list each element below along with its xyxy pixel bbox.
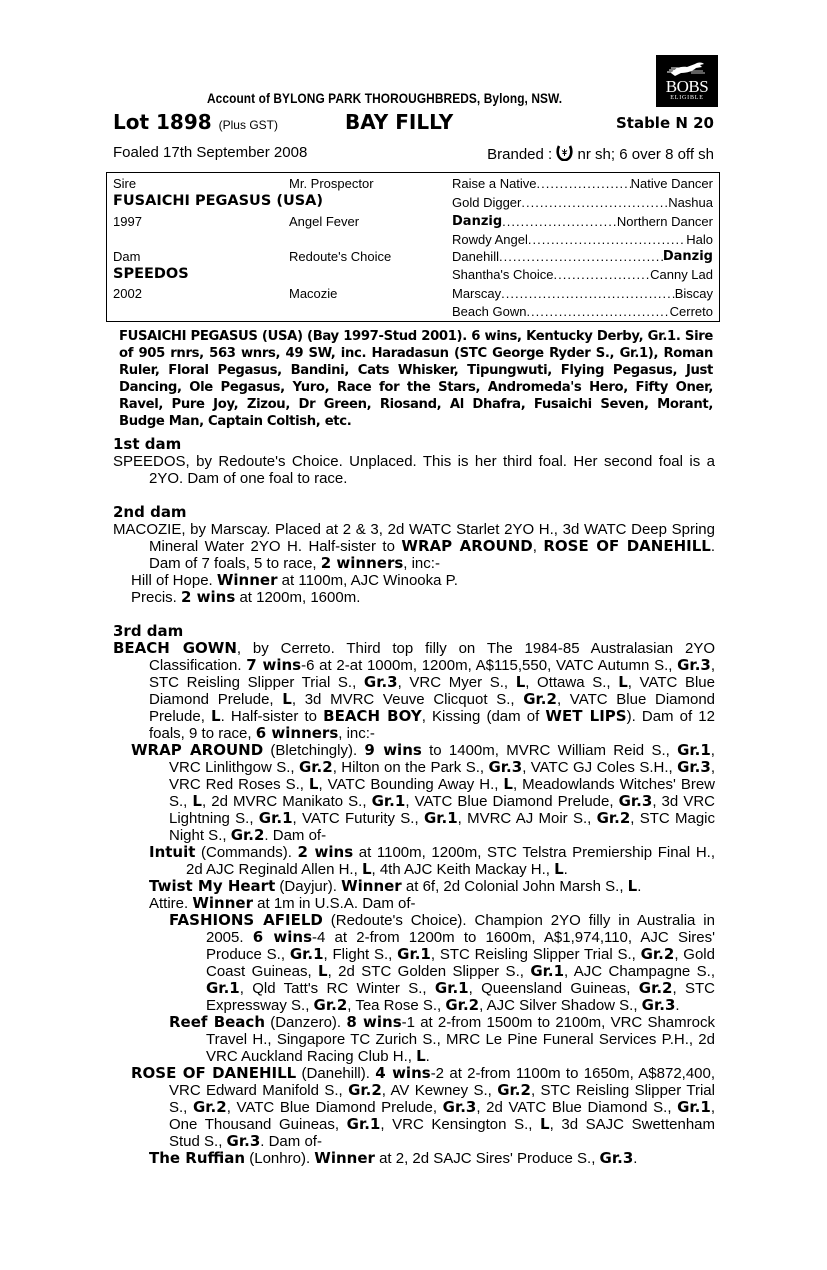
ancestor-right: Halo (686, 232, 713, 247)
sire-summary: FUSAICHI PEGASUS (USA) (Bay 1997-Stud 2001). 6 wins, Kentucky Derby, Gr.1. Sire of 905 rnrs, 563 wnrs, 49 SW, inc. Haradasun (STC George Ryder S., Gr.1), Roman Ruler, Floral Pegasus, Bandini, Cats Whisker, Tipungwuti, Flying Pegasus, Just Dancing, Ole Pegasus, Yuro, Race for the Stars, Andromeda's Hero, Fifty Oner, Ravel, Pure Joy, Zizou, Dr Green, Riosand, Al Dhafra, Fusaichi Seven, Morant, Budge Man, Captain Coltish, etc. (119, 329, 713, 429)
vendor-account: Account of BYLONG PARK THOROUGHBREDS, Bylong, NSW. (207, 90, 563, 106)
first-dam-heading: 1st dam (113, 435, 182, 453)
progeny-entry-the-ruffian: The Ruffian (Lonhro). Winner at 2, 2d SAJC Sires' Produce S., Gr.3. (149, 1149, 638, 1167)
grandparent-row (452, 248, 713, 265)
ancestor-left: Raise a Native (452, 176, 537, 191)
ancestor-right: Canny Lad (650, 267, 713, 282)
progeny-entry-reef-beach: Reef Beach (Danzero). 8 wins-1 at 2-from 1500m to 2100m, VRC Shamrock Travel H., Singapore TC Zurich S., MRC Le Pine Funeral Services P.H., 2d VRC Auckland Racing Club H., L. (169, 1013, 715, 1065)
second-dam-heading: 2nd dam (113, 503, 187, 521)
grandparent-row (452, 194, 713, 211)
horse-description: BAY FILLY (345, 110, 454, 134)
pedigree-table (106, 172, 720, 322)
sire-sire: Mr. Prospector (289, 176, 374, 191)
progeny-entry-intuit: Intuit (Commands). 2 wins at 1100m, 1200m, STC Telstra Premiership Final H., 2d AJC Reginald Allen H., L, 4th AJC Keith Mackay H., L. (149, 843, 716, 878)
running-horse-icon (665, 59, 709, 79)
logo-title: BOBS (665, 77, 709, 96)
bobs-eligible-logo (656, 55, 718, 107)
grandparent-row (452, 303, 713, 320)
third-dam-section (113, 623, 715, 1167)
foaled-date: Foaled 17th September 2008 (113, 144, 308, 161)
branded-text: nr sh; 6 over 8 off sh (577, 146, 714, 163)
sire-year: 1997 (113, 214, 142, 229)
progeny-entry-attire: Attire. Winner at 1m in U.S.A. Dam of- (149, 894, 416, 912)
ancestor-left: Rowdy Angel (452, 232, 528, 247)
lot-label: Lot 1898 (113, 110, 212, 134)
progeny-entry-wrap-around: WRAP AROUND (Bletchingly). 9 wins to 1400m, MVRC William Reid S., Gr.1, VRC Linlithgow S., Gr.2, Hilton on the Park S., Gr.3, VATC GJ Coles S.H., Gr.3, VRC Red Roses S., L, VATC Bounding Away H., L, Meadowlands Witches' Brew S., L, 2d MVRC Manikato S., Gr.1, VATC Blue Diamond Prelude, Gr.3, 3d VRC Lightning S., Gr.1, VATC Futurity S., Gr.1, MVRC AJ Moir S., Gr.2, STC Magic Night S., Gr.2. Dam of- (131, 741, 716, 844)
sire-label: Sire (113, 176, 137, 191)
dam-dam: Macozie (289, 286, 338, 301)
stable-location: Stable N 20 (615, 114, 714, 132)
second-dam-text: MACOZIE, by Marscay. Placed at 2 & 3, 2d WATC Starlet 2YO H., 3d WATC Deep Spring Mineral Water 2YO H. Half-sister to WRAP AROUND, ROSE OF DANEHILL. Dam of 7 foals, 5 to race, 2 winners, inc:- (113, 521, 715, 572)
dam-label: Dam (113, 249, 141, 264)
dam-sire: Redoute's Choice (289, 249, 392, 264)
ancestor-right: Northern Dancer (616, 214, 713, 229)
third-dam-text: BEACH GOWN, by Cerreto. Third top filly on The 1984-85 Australasian 2YO Classification. 7 wins-6 at 2-at 1000m, 1200m, A$115,550, VATC Autumn S., Gr.3, STC Reisling Slipper Trial S., Gr.3, VRC Myer S., L, Ottawa S., L, VATC Blue Diamond Prelude, L, 3d MVRC Veuve Clicquot S., Gr.2, VATC Blue Diamond Prelude, L. Half-sister to BEACH BOY, Kissing (dam of WET LIPS). Dam of 12 foals, 9 to race, 6 winners, inc:- (113, 639, 716, 742)
horseshoe-brand-icon (556, 144, 573, 161)
lot-number (113, 110, 278, 134)
third-dam-heading: 3rd dam (113, 622, 184, 640)
progeny-entry-rose-of-danehill: ROSE OF DANEHILL (Danehill). 4 wins-2 at 2-from 1100m to 1650m, A$872,400, VRC Edward Manifold S., Gr.2, AV Kewney S., Gr.2, STC Reisling Slipper Trial S., Gr.2, VATC Blue Diamond Prelude, Gr.3, 2d VATC Blue Diamond S., Gr.1, One Thousand Guineas, Gr.1, VRC Kensington S., L, 3d SAJC Swettenham Stud S., Gr.3. Dam of- (131, 1064, 716, 1150)
grandparent-row (452, 266, 713, 283)
ancestor-left: Marscay (452, 286, 502, 301)
grandparent-row (452, 285, 713, 302)
second-dam-section (113, 504, 715, 606)
grandparent-row (452, 231, 713, 248)
ancestor-left: Shantha's Choice (452, 267, 554, 282)
ancestor-right: Native Dancer (630, 176, 713, 191)
brand-marks (487, 144, 714, 163)
sire-name: FUSAICHI PEGASUS (USA) (113, 193, 324, 209)
progeny-entry: Precis. 2 wins at 1200m, 1600m. (131, 588, 361, 606)
progeny-entry: Hill of Hope. Winner at 1100m, AJC Winooka P. (131, 571, 458, 589)
ancestor-right: Cerreto (669, 304, 713, 319)
dam-year: 2002 (113, 286, 142, 301)
first-dam-section (113, 436, 715, 487)
logo-subtitle: ELIGIBLE (670, 95, 704, 101)
ancestor-left: Gold Digger (452, 195, 522, 210)
sire-dam: Angel Fever (289, 214, 360, 229)
ancestor-right: Nashua (668, 195, 713, 210)
ancestor-right: Biscay (674, 286, 713, 301)
ancestor-left: Danzig (452, 214, 503, 229)
ancestor-right: Danzig (662, 249, 713, 264)
grandparent-row (452, 175, 713, 192)
grandparent-row (452, 213, 713, 230)
progeny-entry-fashions-afield: FASHIONS AFIELD (Redoute's Choice). Champion 2YO filly in Australia in 2005. 6 wins-4 at 2-from 1200m to 1600m, A$1,974,110, AJC Sires' Produce S., Gr.1, Flight S., Gr.1, STC Reisling Slipper Trial S., Gr.2, Gold Coast Guineas, L, 2d STC Golden Slipper S., Gr.1, AJC Champagne S., Gr.1, Qld Tatt's RC Winter S., Gr.1, Queensland Guineas, Gr.2, STC Expressway S., Gr.2, Tea Rose S., Gr.2, AJC Silver Shadow S., Gr.3. (169, 911, 715, 1014)
branded-label: Branded : (487, 146, 553, 163)
ancestor-left: Danehill (452, 249, 499, 264)
lot-gst-note: (Plus GST) (218, 118, 278, 132)
dam-name: SPEEDOS (113, 266, 189, 282)
first-dam-text: SPEEDOS, by Redoute's Choice. Unplaced. This is her third foal. Her second foal is a 2YO. Dam of one foal to race. (113, 453, 715, 487)
progeny-entry-twist-my-heart: Twist My Heart (Dayjur). Winner at 6f, 2d Colonial John Marsh S., L. (149, 877, 642, 895)
ancestor-left: Beach Gown (452, 304, 527, 319)
